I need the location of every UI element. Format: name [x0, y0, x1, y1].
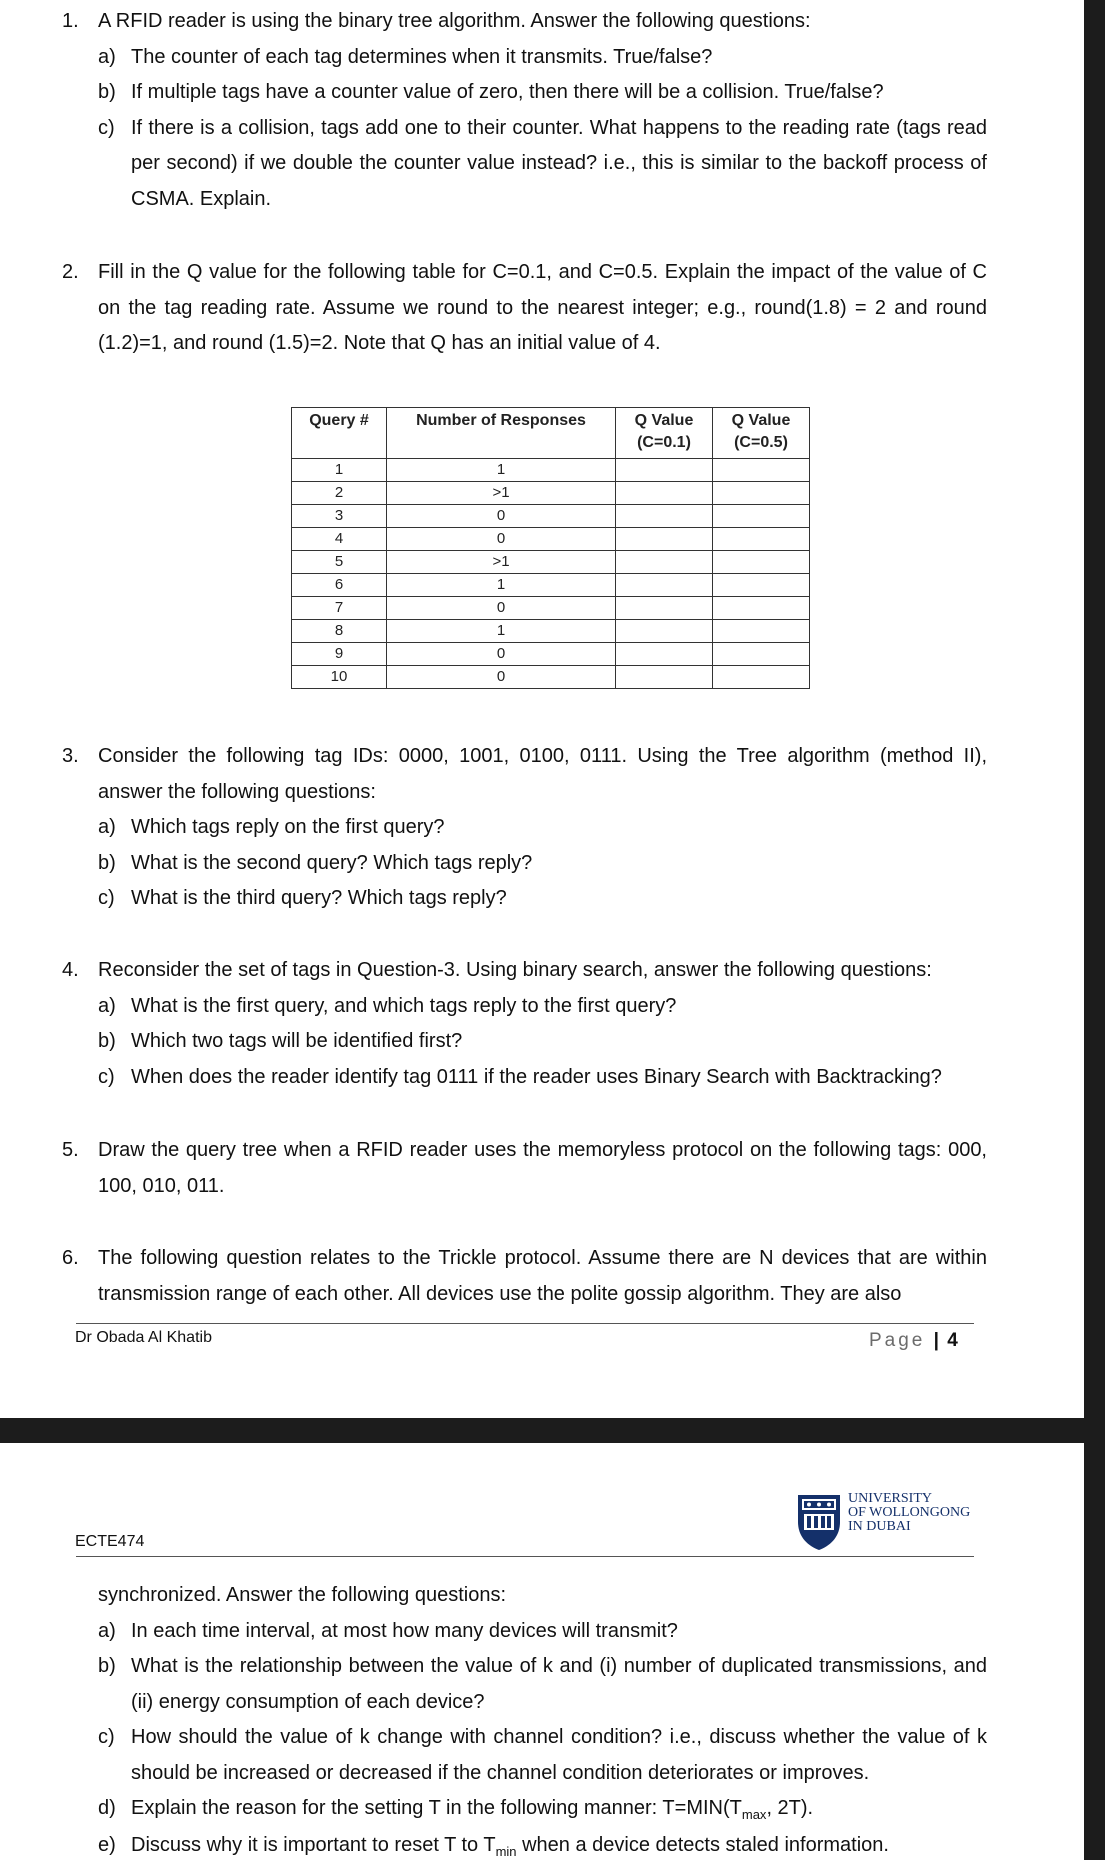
sub-question-c: c) When does the reader identify tag 0111 if the reader uses Binary Search with Backtracking?: [62, 1060, 987, 1096]
sub-question-a: a) In each time interval, at most how many devices will transmit?: [62, 1614, 987, 1650]
sub-question-d: d) Explain the reason for the setting T in the following manner: $T=MIN(T_{max}$, 2T).: [62, 1791, 987, 1828]
cell-responses: 1: [387, 620, 616, 643]
sub-question-b: b) Which two tags will be identified first?: [62, 1024, 987, 1060]
header-responses: Number of Responses: [387, 408, 616, 459]
sub-question-c: c) What is the third query? Which tags reply?: [62, 881, 987, 917]
question-number: 6.: [62, 1241, 79, 1277]
question-number: 2.: [62, 255, 79, 291]
cell-responses: 0: [387, 597, 616, 620]
question-number: 3.: [62, 739, 79, 775]
sub-question-b: b) What is the second query? Which tags reply?: [62, 846, 987, 882]
cell-q-c01: [616, 505, 713, 528]
cell-q-c05: [713, 574, 810, 597]
table-row: [292, 666, 810, 689]
question-2: [62, 255, 987, 362]
cell-q-c01: [616, 551, 713, 574]
cell-query: 7: [292, 597, 387, 620]
university-name: UNIVERSITY OF WOLLONGONG IN DUBAI: [848, 1492, 970, 1534]
cell-query: 8: [292, 620, 387, 643]
cell-query: 4: [292, 528, 387, 551]
question-text: Draw the query tree when a RFID reader uses the memoryless protocol on the following tags: 000, 100, 010, 011.: [98, 1133, 987, 1204]
question-number: 4.: [62, 953, 79, 989]
cell-query: 2: [292, 482, 387, 505]
question-6: [62, 1241, 987, 1312]
cell-q-c01: [616, 574, 713, 597]
cell-responses: 1: [387, 574, 616, 597]
sub-question-a: a) What is the first query, and which tags reply to the first query?: [62, 989, 987, 1025]
table-row: [292, 620, 810, 643]
table-row: [292, 597, 810, 620]
cell-q-c05: [713, 666, 810, 689]
cell-q-c01: [616, 459, 713, 482]
table-row: [292, 505, 810, 528]
sub-question-b: b) If multiple tags have a counter value of zero, then there will be a collision. True/false?: [62, 75, 987, 111]
university-logo: [794, 1492, 970, 1552]
sub-question-c: c) If there is a collision, tags add one to their counter. What happens to the reading rate (tags read per second) if we double the counter value instead? i.e., this is similar to the backoff process of CSMA. Explain.: [62, 111, 987, 218]
cell-responses: 1: [387, 459, 616, 482]
question-number: 1.: [62, 4, 79, 40]
header-q-c01: Q Value (C=0.1): [616, 408, 713, 459]
crest-icon: [794, 1492, 844, 1552]
course-code: ECTE474: [75, 1533, 144, 1551]
question-1: [62, 4, 987, 217]
question-text: Fill in the Q value for the following table for C=0.1, and C=0.5. Explain the impact of the value of C on the tag reading rate. Assume we round to the nearest integer; e.g., round(1.8) = 2 and round (1.2)=1, and round (1.5)=2. Note that Q has an initial value of 4.: [98, 255, 987, 362]
footer-author: Dr Obada Al Khatib: [75, 1329, 212, 1347]
cell-responses: >1: [387, 551, 616, 574]
cell-q-c05: [713, 459, 810, 482]
question-4: [62, 953, 987, 1095]
cell-query: 5: [292, 551, 387, 574]
cell-responses: 0: [387, 666, 616, 689]
page-separator: [0, 1418, 1105, 1443]
cell-q-c05: [713, 482, 810, 505]
table-row: [292, 551, 810, 574]
question-text: The following question relates to the Trickle protocol. Assume there are N devices that are within transmission range of each other. All devices use the polite gossip algorithm. They are also: [98, 1241, 987, 1312]
cell-q-c05: [713, 643, 810, 666]
question-text: Consider the following tag IDs: 0000, 1001, 0100, 0111. Using the Tree algorithm (method II), answer the following questions:: [98, 739, 987, 810]
cell-q-c05: [713, 505, 810, 528]
cell-responses: >1: [387, 482, 616, 505]
cell-q-c01: [616, 643, 713, 666]
right-dark-strip: [1084, 0, 1105, 1860]
cell-q-c05: [713, 528, 810, 551]
cell-q-c01: [616, 528, 713, 551]
question-text: Reconsider the set of tags in Question-3. Using binary search, answer the following questions:: [98, 953, 987, 989]
header-q-c05: Q Value (C=0.5): [713, 408, 810, 459]
cell-responses: 0: [387, 528, 616, 551]
cell-responses: 0: [387, 505, 616, 528]
cell-query: 9: [292, 643, 387, 666]
cell-q-c01: [616, 620, 713, 643]
cell-q-c01: [616, 482, 713, 505]
cell-query: 1: [292, 459, 387, 482]
table-row: [292, 574, 810, 597]
sub-question-c: c) How should the value of k change with channel condition? i.e., discuss whether the value of k should be increased or decreased if the channel condition deteriorates or improves.: [62, 1720, 987, 1791]
cell-responses: 0: [387, 643, 616, 666]
cell-q-c05: [713, 597, 810, 620]
continuation-text: synchronized. Answer the following questions:: [98, 1578, 987, 1614]
table-header-row: [292, 408, 810, 459]
footer-divider: [76, 1323, 974, 1324]
cell-q-c01: [616, 666, 713, 689]
question-number: 5.: [62, 1133, 79, 1169]
sub-question-a: a) Which tags reply on the first query?: [62, 810, 987, 846]
header-divider: [76, 1556, 974, 1557]
cell-query: 10: [292, 666, 387, 689]
question-text: A RFID reader is using the binary tree algorithm. Answer the following questions:: [98, 4, 987, 40]
cell-q-c05: [713, 620, 810, 643]
question-5: [62, 1133, 987, 1204]
table-row: [292, 459, 810, 482]
table-row: [292, 528, 810, 551]
q-value-table: [291, 407, 810, 689]
cell-q-c05: [713, 551, 810, 574]
cell-query: 3: [292, 505, 387, 528]
sub-question-e: e) Discuss why it is important to reset T to $T_{min}$ when a device detects staled information.: [62, 1828, 987, 1864]
sub-question-a: a) The counter of each tag determines when it transmits. True/false?: [62, 40, 987, 76]
question-6-continued: [62, 1578, 987, 1864]
page-number: Page | 4: [869, 1330, 958, 1352]
table-row: [292, 482, 810, 505]
question-3: [62, 739, 987, 917]
table-row: [292, 643, 810, 666]
sub-question-b: b) What is the relationship between the value of k and (i) number of duplicated transmissions, and (ii) energy consumption of each device?: [62, 1649, 987, 1720]
cell-query: 6: [292, 574, 387, 597]
cell-q-c01: [616, 597, 713, 620]
header-query: Query #: [292, 408, 387, 459]
